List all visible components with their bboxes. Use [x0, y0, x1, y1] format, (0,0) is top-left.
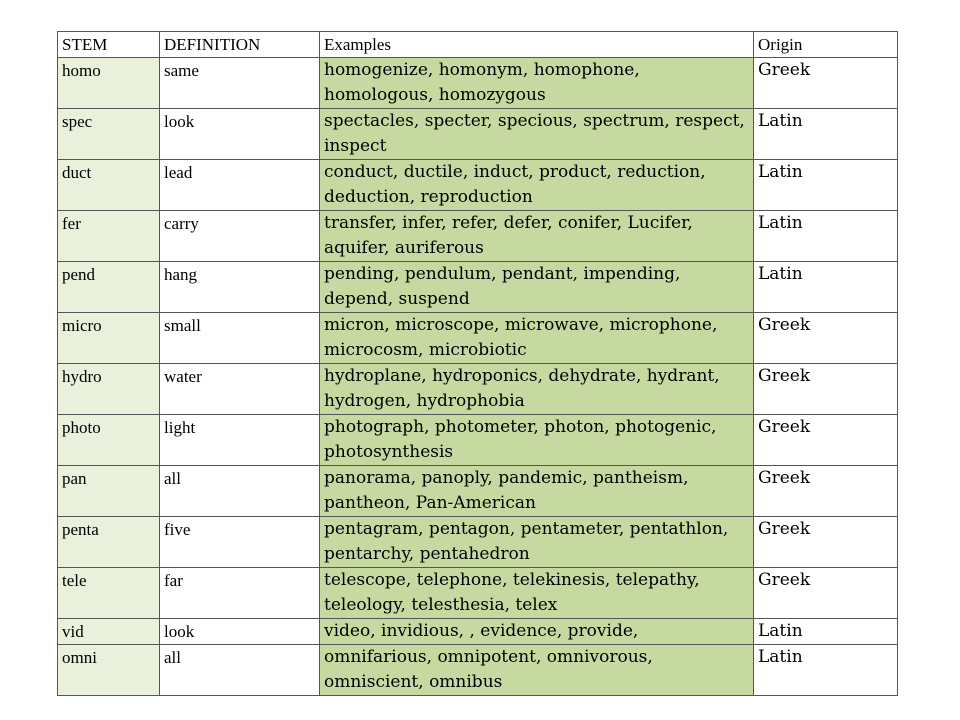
table-row: [58, 58, 898, 109]
word-stems-table: [57, 31, 898, 696]
cell-definition: light: [160, 415, 320, 466]
cell-origin: Greek: [754, 58, 898, 109]
cell-definition: small: [160, 313, 320, 364]
cell-examples: spectacles, specter, specious, spectrum, respect, inspect: [320, 109, 754, 160]
cell-origin: Greek: [754, 364, 898, 415]
cell-origin: Greek: [754, 517, 898, 568]
cell-origin: Latin: [754, 160, 898, 211]
table-row: [58, 262, 898, 313]
cell-origin: Latin: [754, 211, 898, 262]
cell-examples: telescope, telephone, telekinesis, telepathy, teleology, telesthesia, telex: [320, 568, 754, 619]
cell-examples: pending, pendulum, pendant, impending, depend, suspend: [320, 262, 754, 313]
cell-origin: Latin: [754, 109, 898, 160]
table-row: [58, 211, 898, 262]
cell-definition: carry: [160, 211, 320, 262]
cell-origin: Greek: [754, 415, 898, 466]
table-row: [58, 466, 898, 517]
cell-origin: Greek: [754, 466, 898, 517]
cell-definition: water: [160, 364, 320, 415]
table-row: [58, 619, 898, 645]
cell-stem: hydro: [58, 364, 160, 415]
header-definition: DEFINITION: [160, 32, 320, 58]
cell-examples: omnifarious, omnipotent, omnivorous, omniscient, omnibus: [320, 645, 754, 696]
cell-definition: lead: [160, 160, 320, 211]
cell-stem: penta: [58, 517, 160, 568]
table-row: [58, 364, 898, 415]
cell-examples: photograph, photometer, photon, photogenic, photosynthesis: [320, 415, 754, 466]
cell-origin: Latin: [754, 619, 898, 645]
table-row: [58, 568, 898, 619]
cell-stem: omni: [58, 645, 160, 696]
cell-stem: pend: [58, 262, 160, 313]
table-row: [58, 415, 898, 466]
cell-definition: hang: [160, 262, 320, 313]
table-row: [58, 517, 898, 568]
cell-definition: far: [160, 568, 320, 619]
cell-examples: pentagram, pentagon, pentameter, pentathlon, pentarchy, pentahedron: [320, 517, 754, 568]
cell-examples: hydroplane, hydroponics, dehydrate, hydrant, hydrogen, hydrophobia: [320, 364, 754, 415]
table-header: [58, 32, 898, 58]
cell-definition: look: [160, 109, 320, 160]
header-examples: Examples: [320, 32, 754, 58]
table-row: [58, 109, 898, 160]
cell-stem: vid: [58, 619, 160, 645]
cell-examples: micron, microscope, microwave, microphone, microcosm, microbiotic: [320, 313, 754, 364]
cell-stem: duct: [58, 160, 160, 211]
cell-origin: Greek: [754, 313, 898, 364]
cell-definition: same: [160, 58, 320, 109]
header-origin: Origin: [754, 32, 898, 58]
cell-definition: all: [160, 466, 320, 517]
header-stem: STEM: [58, 32, 160, 58]
cell-examples: transfer, infer, refer, defer, conifer, Lucifer, aquifer, auriferous: [320, 211, 754, 262]
cell-examples: video, invidious, , evidence, provide,: [320, 619, 754, 645]
cell-examples: conduct, ductile, induct, product, reduction, deduction, reproduction: [320, 160, 754, 211]
table-row: [58, 313, 898, 364]
cell-examples: panorama, panoply, pandemic, pantheism, pantheon, Pan-American: [320, 466, 754, 517]
cell-stem: tele: [58, 568, 160, 619]
cell-stem: photo: [58, 415, 160, 466]
cell-origin: Greek: [754, 568, 898, 619]
cell-stem: micro: [58, 313, 160, 364]
header-row: [58, 32, 898, 58]
cell-definition: five: [160, 517, 320, 568]
cell-stem: fer: [58, 211, 160, 262]
table-body: [58, 58, 898, 696]
cell-origin: Latin: [754, 645, 898, 696]
table-row: [58, 645, 898, 696]
cell-stem: spec: [58, 109, 160, 160]
cell-definition: look: [160, 619, 320, 645]
table-row: [58, 160, 898, 211]
cell-stem: pan: [58, 466, 160, 517]
cell-definition: all: [160, 645, 320, 696]
cell-stem: homo: [58, 58, 160, 109]
cell-origin: Latin: [754, 262, 898, 313]
cell-examples: homogenize, homonym, homophone, homologous, homozygous: [320, 58, 754, 109]
